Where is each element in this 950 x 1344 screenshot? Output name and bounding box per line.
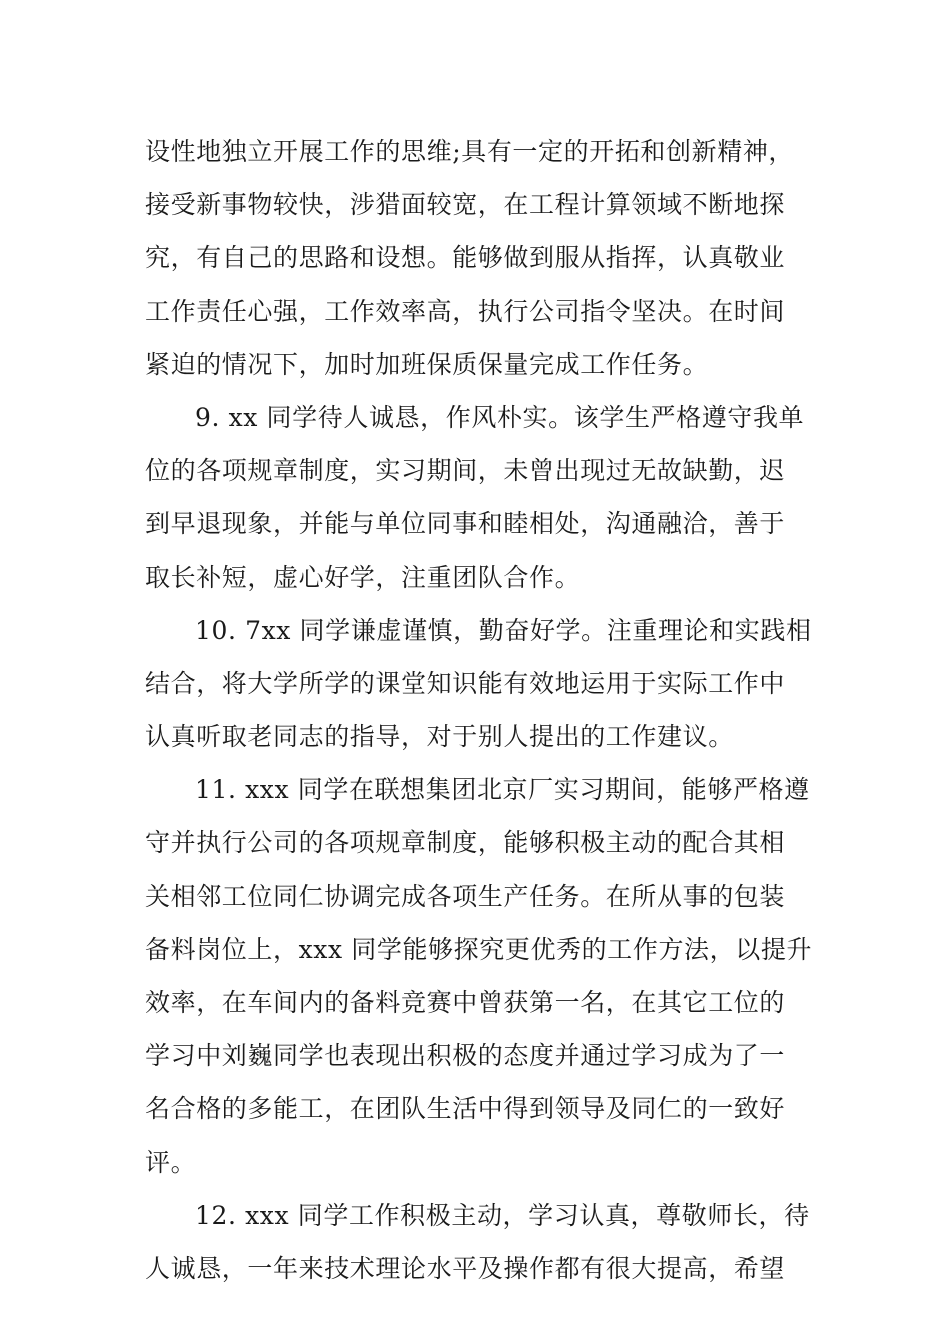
document-line: 设性地独立开展工作的思维;具有一定的开拓和创新精神，	[145, 137, 795, 166]
document-line: 效率，在车间内的备料竞赛中曾获第一名，在其它工位的	[145, 988, 786, 1017]
document-line: 备料岗位上，xxx 同学能够探究更优秀的工作方法，以提升	[145, 934, 813, 964]
document-line: 工作责任心强，工作效率高，执行公司指令坚决。在时间	[145, 296, 786, 326]
document-body	[145, 125, 813, 1295]
document-line: 学习中刘巍同学也表现出积极的态度并通过学习成为了一	[145, 1041, 786, 1071]
document-line: 结合，将大学所学的课堂知识能有效地运用于实际工作中	[145, 668, 786, 698]
document-line: 9. xx 同学待人诚恳，作风朴实。该学生严格遵守我单	[195, 402, 805, 432]
document-line: 到早退现象，并能与单位同事和睦相处，沟通融洽，善于	[145, 509, 786, 539]
document-line: 守并执行公司的各项规章制度，能够积极主动的配合其相	[145, 828, 786, 858]
document-line: 取长补短，虚心好学，注重团队合作。	[145, 562, 581, 592]
document-line: 10. 7xx 同学谦虚谨慎，勤奋好学。注重理论和实践相	[195, 615, 812, 645]
document-line: 名合格的多能工，在团队生活中得到领导及同仁的一致好	[145, 1094, 786, 1124]
document-line: 评。	[145, 1147, 197, 1177]
document-line: 紧迫的情况下，加时加班保质保量完成工作任务。	[145, 349, 709, 379]
document-line: 接受新事物较快，涉猎面较宽，在工程计算领域不断地探	[145, 190, 786, 220]
document-line: 位的各项规章制度，实习期间，未曾出现过无故缺勤，迟	[145, 456, 786, 486]
document-line: 究，有自己的思路和设想。能够做到服从指挥，认真敬业	[145, 243, 786, 273]
document-line: 认真听取老同志的指导，对于别人提出的工作建议。	[145, 722, 734, 752]
document-line: 12. xxx 同学工作积极主动，学习认真，尊敬师长，待	[195, 1200, 810, 1230]
document-line: 关相邻工位同仁协调完成各项生产任务。在所从事的包装	[145, 881, 786, 911]
document-line: 人诚恳，一年来技术理论水平及操作都有很大提高，希望	[145, 1253, 786, 1283]
document-line: 11. xxx 同学在联想集团北京厂实习期间，能够严格遵	[195, 775, 810, 805]
